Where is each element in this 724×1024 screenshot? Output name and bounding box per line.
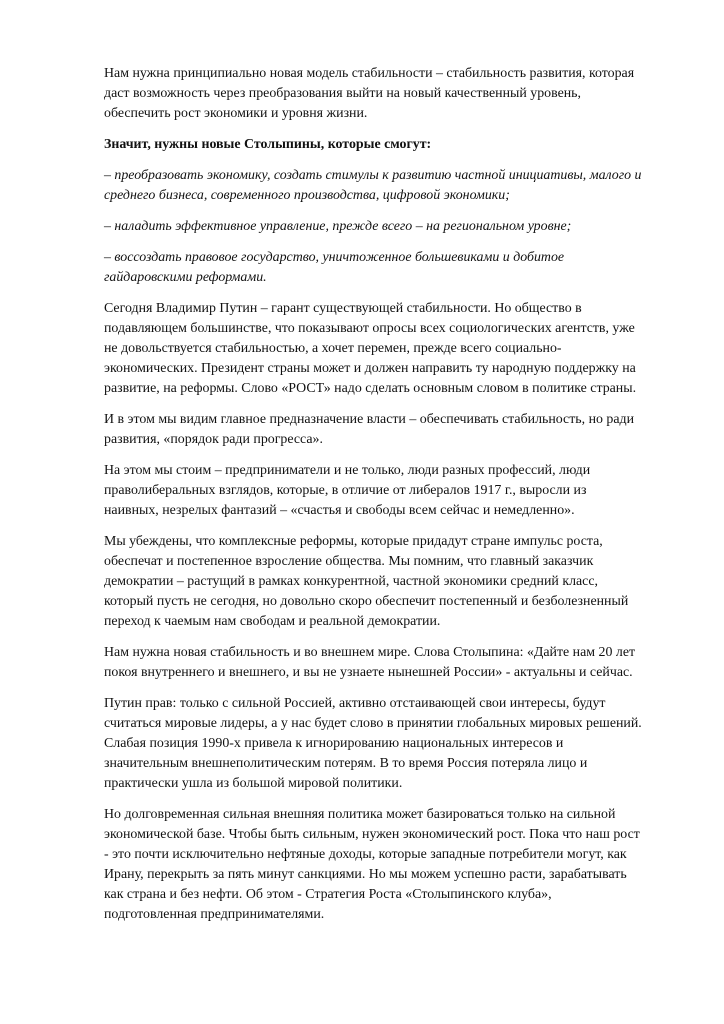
text-line: развитие, на реформы. Слово «РОСТ» надо сделать основным словом в политике страны. (104, 381, 637, 396)
text-line: экономических. Президент страны может и должен направить ту народную поддержку на (104, 361, 636, 376)
text-line: – преобразовать экономику, создать стимулы к развитию частной инициативы, малого и (104, 168, 642, 183)
text-line: – воссоздать правовое государство, уничтоженное большевиками и добитое (104, 250, 565, 265)
text-line: даст возможность через преобразования выйти на новый качественный уровень, (104, 86, 581, 101)
paragraph (104, 643, 678, 683)
section-heading (104, 135, 678, 155)
text-line: обеспечат и постепенное взросление общества. Мы помним, что главный заказчик (104, 554, 594, 569)
paragraph (104, 461, 678, 521)
text-line: Мы убеждены, что комплексные реформы, которые придадут стране импульс роста, (104, 534, 603, 549)
text-line: среднего бизнеса, современного производства, цифровой экономики; (104, 188, 510, 203)
text-line: – наладить эффективное управление, прежде всего – на региональном уровне; (104, 219, 572, 234)
paragraph (104, 410, 678, 450)
text-line: Сегодня Владимир Путин – гарант существующей стабильности. Но общество в (104, 301, 582, 316)
text-line: праволиберальных взглядов, которые, в отличие от либералов 1917 г., выросли из (104, 483, 587, 498)
text-line: развития, «порядок ради прогресса». (104, 432, 323, 447)
text-line: И в этом мы видим главное предназначение власти – обеспечивать стабильность, но ради (104, 412, 635, 427)
paragraph (104, 299, 678, 399)
text-line: экономической базе. Чтобы быть сильным, нужен экономический рост. Пока что наш рост (104, 827, 640, 842)
paragraph (104, 694, 678, 794)
list-item (104, 248, 678, 288)
list-item (104, 166, 678, 206)
document-body (104, 64, 678, 936)
text-line: На этом мы стоим – предприниматели и не только, люди разных профессий, люди (104, 463, 591, 478)
list-item (104, 217, 678, 237)
text-line: Но долговременная сильная внешняя политика может базироваться только на сильной (104, 807, 616, 822)
text-line: переход к чаемым нам свободам и реальной демократии. (104, 614, 441, 629)
text-line: Ирану, перекрыть за пять минут санкциями. Но мы можем успешно расти, зарабатывать (104, 867, 627, 882)
text-line: подавляющем большинстве, что показывают опросы всех социологических агентств, уже (104, 321, 635, 336)
text-line: Путин прав: только с сильной Россией, активно отстаивающей свои интересы, будут (104, 696, 606, 711)
text-line: Слабая позиция 1990-х привела к игнорированию национальных интересов и (104, 736, 564, 751)
paragraph (104, 805, 678, 925)
paragraph (104, 532, 678, 632)
text-line: - это почти исключительно нефтяные доходы, которые западные потребители могут, как (104, 847, 627, 862)
text-line: который пусть не сегодня, но довольно скоро обеспечит постепенный и безболезненный (104, 594, 629, 609)
paragraph (104, 64, 678, 124)
text-line: практически ушла из большой мировой политики. (104, 776, 403, 791)
text-line: покоя внутреннего и внешнего, и вы не узнаете нынешней России» - актуальны и сейчас. (104, 665, 633, 680)
text-line: Нам нужна новая стабильность и во внешнем мире. Слова Столыпина: «Дайте нам 20 лет (104, 645, 636, 660)
text-line: значительным внешнеполитическим потерям. В то время Россия потеряла лицо и (104, 756, 588, 771)
text-line: обеспечить рост экономики и уровня жизни. (104, 106, 368, 121)
text-line: Значит, нужны новые Столыпины, которые смогут: (104, 137, 432, 152)
text-line: гайдаровскими реформами. (104, 270, 267, 285)
text-line: подготовленная предпринимателями. (104, 907, 325, 922)
text-line: как страна и без нефти. Об этом - Стратегия Роста «Столыпинского клуба», (104, 887, 552, 902)
text-line: Нам нужна принципиально новая модель стабильности – стабильность развития, которая (104, 66, 635, 81)
text-line: демократии – растущий в рамках конкурентной, частной экономики средний класс, (104, 574, 598, 589)
text-line: наивных, незрелых фантазий – «счастья и свободы всем сейчас и немедленно». (104, 503, 575, 518)
text-line: не довольствуется стабильностью, а хочет перемен, прежде всего социально- (104, 341, 562, 356)
text-line: считаться мировые лидеры, а у нас будет слово в принятии глобальных мировых решений. (104, 716, 642, 731)
